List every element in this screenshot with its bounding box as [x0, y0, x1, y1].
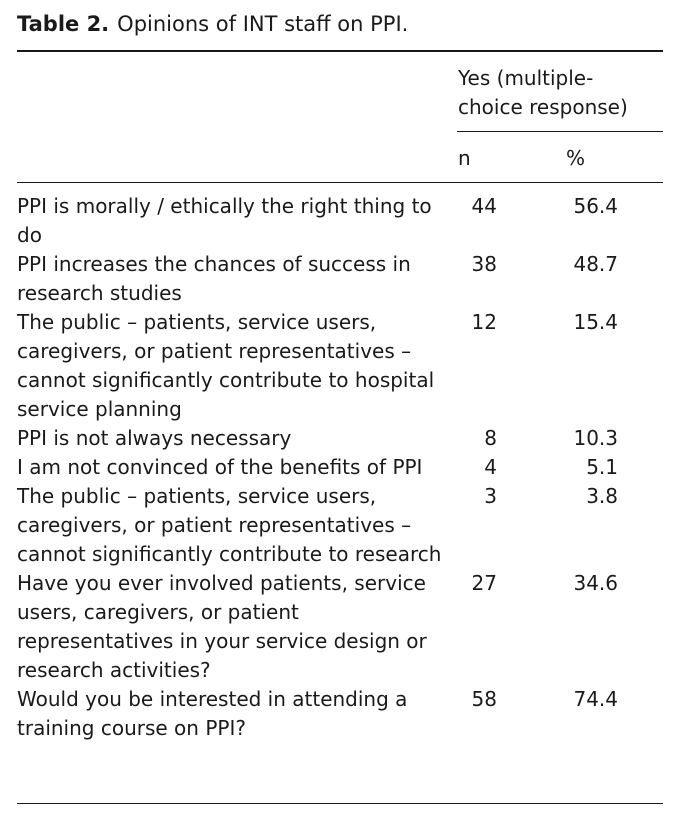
row-percent: 10.3	[573, 426, 618, 450]
row-percent: 5.1	[586, 455, 618, 479]
column-header-yes-line2: choice response)	[458, 95, 628, 119]
header-sub-rule	[457, 131, 663, 132]
row-label: Have you ever involved patients, service users, caregivers, or patient representatives in your service design or research activities?	[17, 571, 427, 682]
table-row	[17, 308, 618, 424]
row-percent: 56.4	[573, 194, 618, 218]
row-label: PPI increases the chances of success in research studies	[17, 252, 411, 305]
table-caption	[17, 12, 408, 36]
row-n: 44	[471, 194, 497, 218]
row-n: 8	[484, 426, 497, 450]
row-percent: 48.7	[573, 252, 618, 276]
row-label: The public – patients, service users, caregivers, or patient representatives – cannot significantly contribute to research	[17, 484, 442, 566]
table-row	[17, 250, 618, 308]
row-label: The public – patients, service users, caregivers, or patient representatives – cannot significantly contribute to hospital service planning	[17, 310, 435, 421]
bottom-rule	[17, 803, 663, 804]
table-row	[17, 192, 618, 250]
row-n: 27	[471, 571, 497, 595]
table-row	[17, 685, 618, 743]
row-percent: 15.4	[573, 310, 618, 334]
header-rule	[17, 182, 663, 183]
table-body	[17, 192, 618, 743]
table-row	[17, 424, 618, 453]
table-row	[17, 453, 618, 482]
column-header-percent: %	[566, 146, 586, 170]
row-percent: 3.8	[586, 484, 618, 508]
row-n: 58	[471, 687, 497, 711]
row-n: 38	[471, 252, 497, 276]
row-percent: 34.6	[573, 571, 618, 595]
column-header-yes-line1: Yes (multiple-	[458, 66, 594, 90]
row-n: 12	[471, 310, 497, 334]
row-n: 3	[484, 484, 497, 508]
caption-label: Table 2.	[17, 12, 110, 36]
column-header-yes	[458, 64, 628, 122]
row-label: PPI is not always necessary	[17, 426, 292, 450]
row-label: Would you be interested in attending a training course on PPI?	[17, 687, 408, 740]
table-row	[17, 482, 618, 569]
row-n: 4	[484, 455, 497, 479]
top-rule	[17, 50, 663, 52]
caption-title: Opinions of INT staff on PPI.	[117, 12, 409, 36]
data-table	[17, 192, 618, 743]
row-percent: 74.4	[573, 687, 618, 711]
table-row	[17, 569, 618, 685]
row-label: I am not convinced of the benefits of PPI	[17, 455, 423, 479]
row-label: PPI is morally / ethically the right thing to do	[17, 194, 432, 247]
column-header-n: n	[458, 146, 471, 170]
